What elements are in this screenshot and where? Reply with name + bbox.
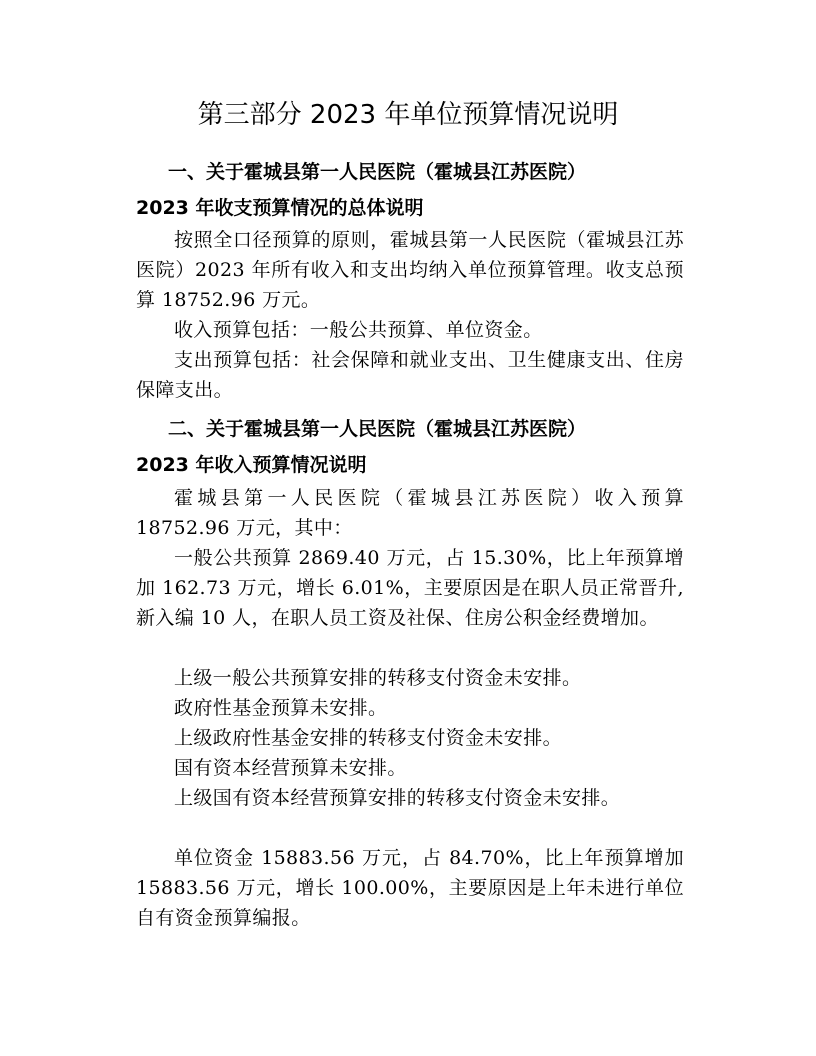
section1-heading-line2: 2023 年收支预算情况的总体说明 [136,197,424,219]
section2-paragraph-7: 上级国有资本经营预算安排的转移支付资金未安排。 [174,787,621,809]
section2-paragraph-5: 上级政府性基金安排的转移支付资金未安排。 [174,727,563,749]
page-title: 第三部分 2023 年单位预算情况说明 [197,100,619,130]
section2-paragraph-2: 一般公共预算 2869.40 万元，占 15.30%，比上年预算增加 162.73 万元，增长 6.01%，主要原因是在职人员正常晋升,新入编 10 人，在职人员工资及社保、住房公积金经费增加。 [136,547,684,629]
section1-heading [136,154,696,226]
section1-paragraph-2: 收入预算包括：一般公共预算、单位资金。 [174,319,543,341]
section2-heading-line1: 二、关于霍城县第一人民医院（霍城县江苏医院） [168,418,587,440]
section2-paragraph-6: 国有资本经营预算未安排。 [174,757,407,779]
section2-paragraph-8: 单位资金 15883.56 万元，占 84.70%，比上年预算增加 15883.56 万元，增长 100.00%，主要原因是上年未进行单位自有资金预算编报。 [136,847,684,929]
section2-paragraph-1: 霍城县第一人民医院（霍城县江苏医院）收入预算 18752.96 万元，其中： [136,487,684,539]
section1-heading-line1: 一、关于霍城县第一人民医院（霍城县江苏医院） [168,161,587,183]
section2-paragraph-4: 政府性基金预算未安排。 [174,697,388,719]
section2-heading [136,411,696,483]
section1-paragraph-3: 支出预算包括：社会保障和就业支出、卫生健康支出、住房保障支出。 [136,349,684,401]
section2-paragraph-3: 上级一般公共预算安排的转移支付资金未安排。 [174,667,582,689]
section1-paragraph-1: 按照全口径预算的原则，霍城县第一人民医院（霍城县江苏医院）2023 年所有收入和支出均纳入单位预算管理。收支总预算 18752.96 万元。 [136,229,684,311]
section2-heading-line2: 2023 年收入预算情况说明 [136,454,367,476]
